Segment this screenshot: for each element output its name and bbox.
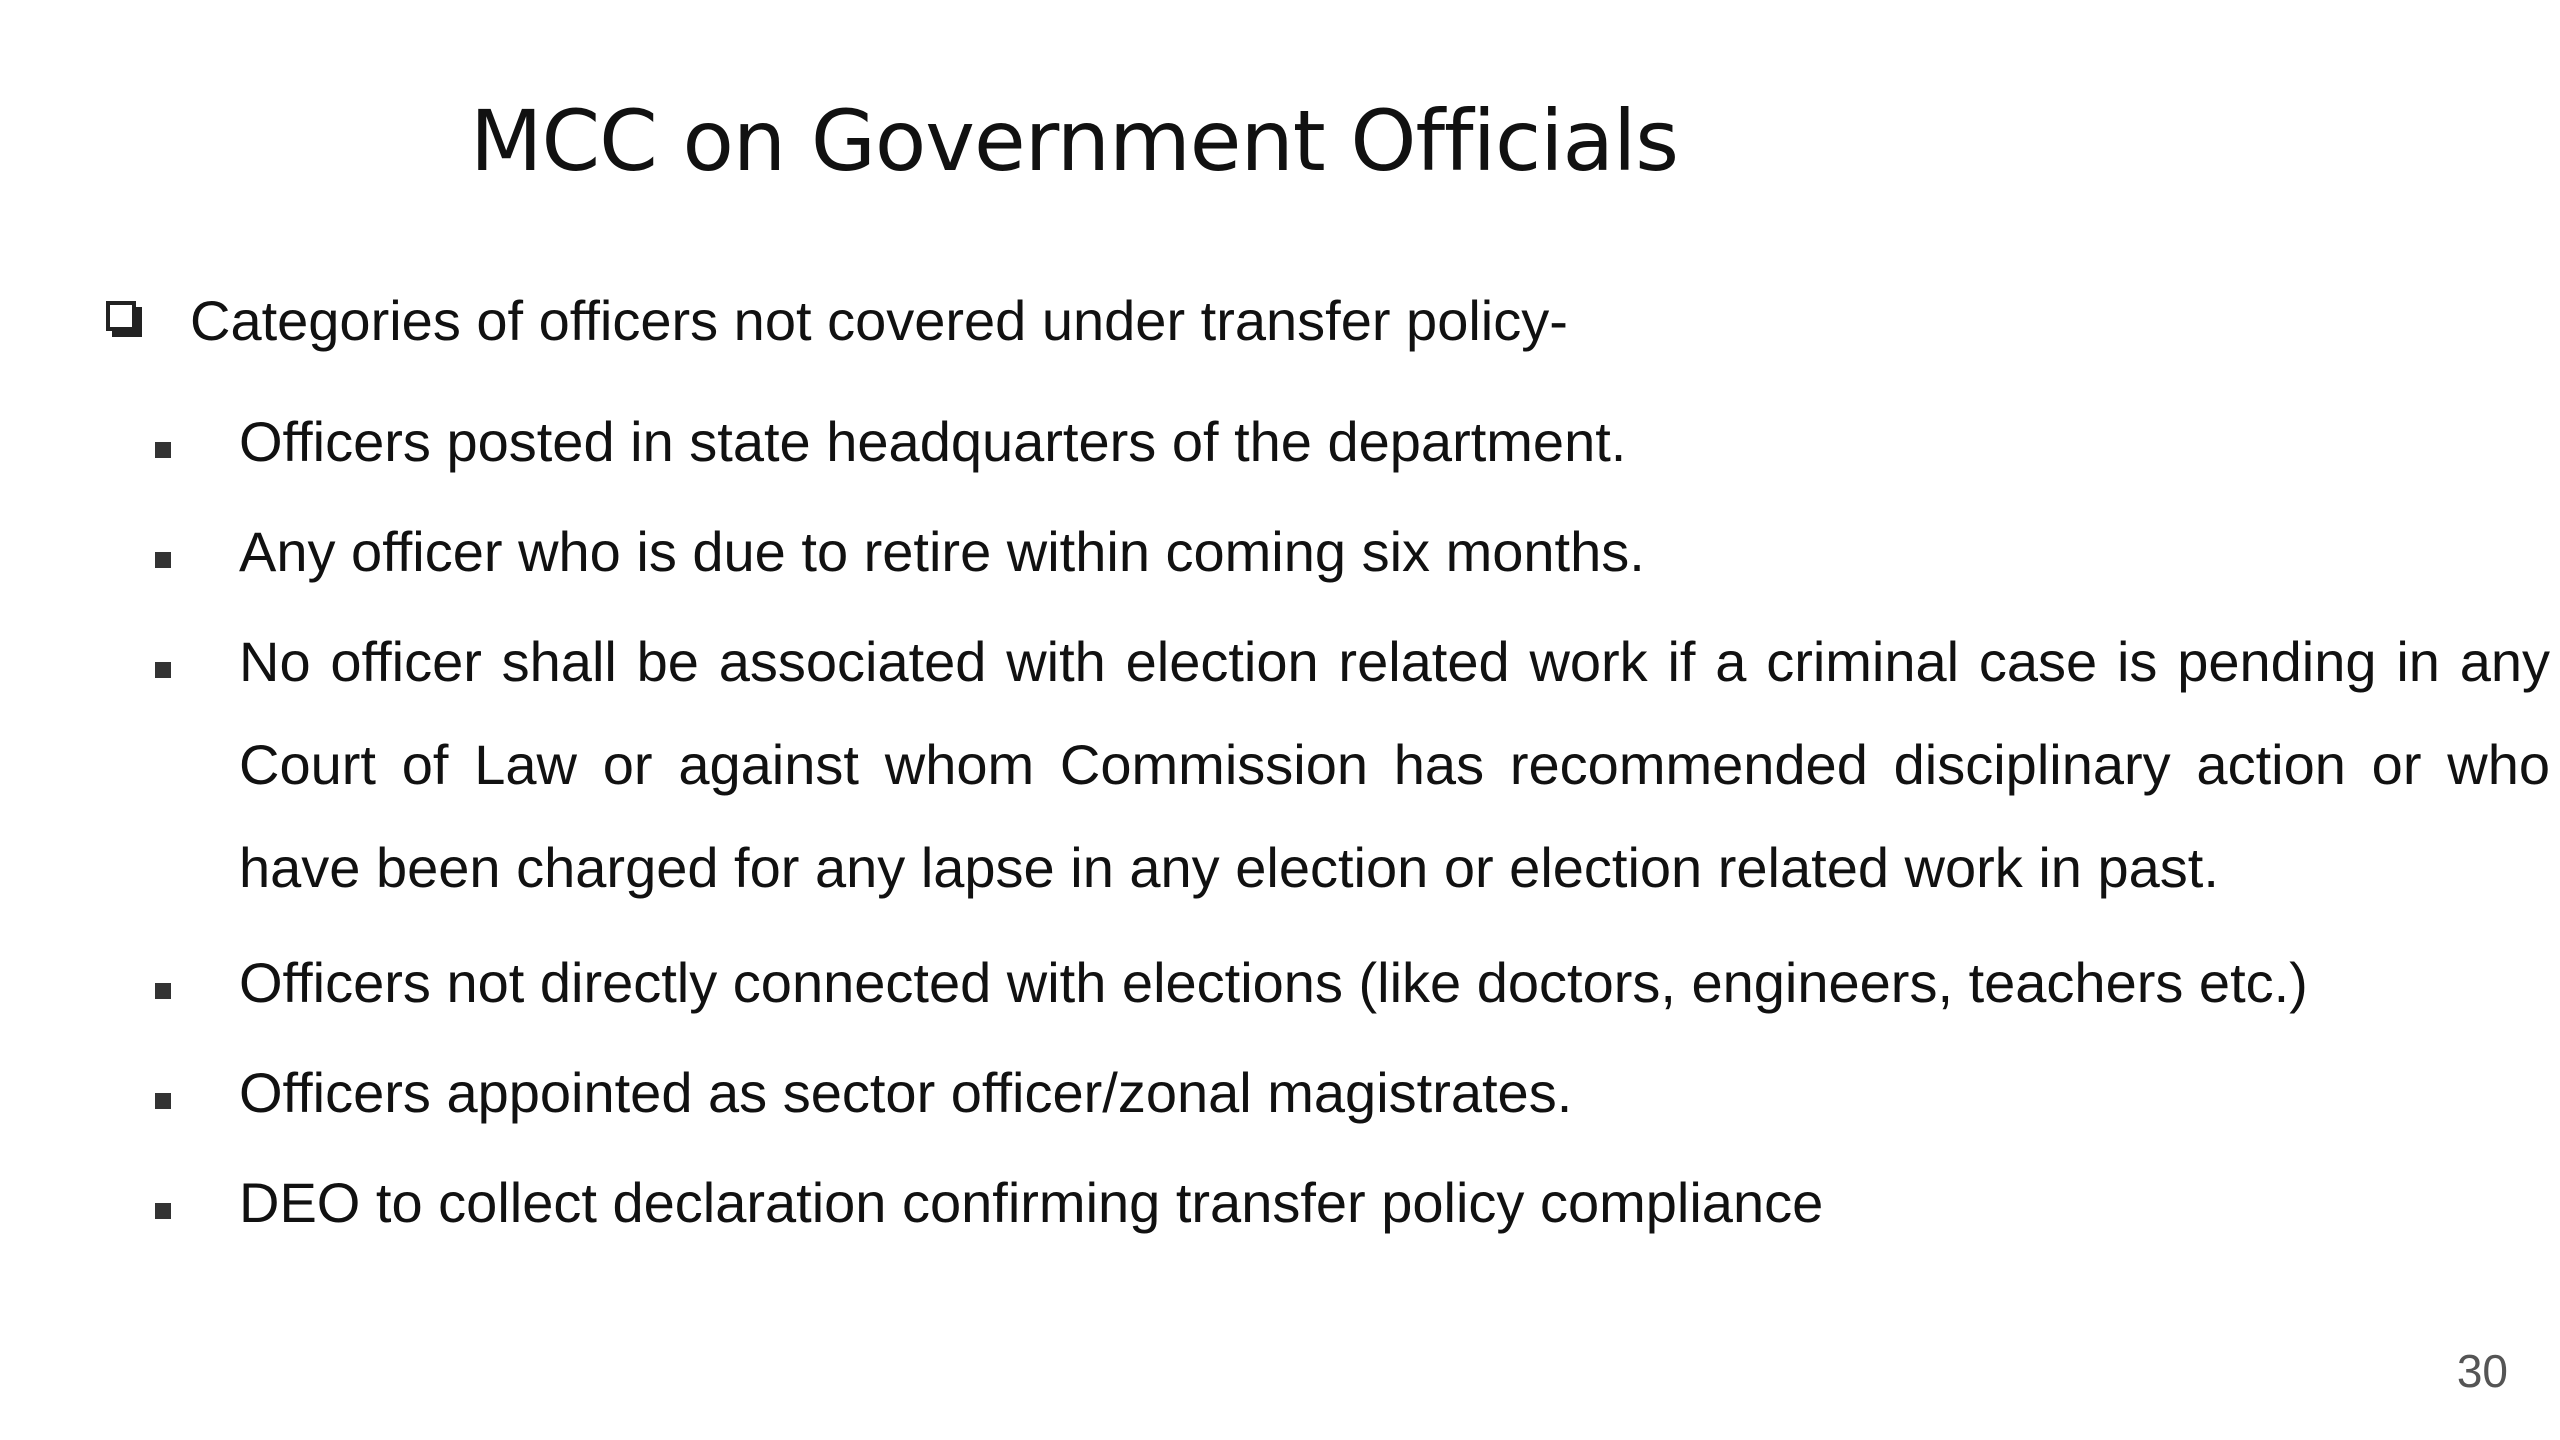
- slide-title: MCC on Government Officials: [470, 92, 1679, 190]
- bullet-text: Officers appointed as sector officer/zonal magistrates.: [239, 1061, 1573, 1124]
- square-bullet-icon: [155, 662, 171, 678]
- list-item: [155, 630, 2550, 919]
- bullet-text: DEO to collect declaration confirming transfer policy compliance: [239, 1171, 1824, 1234]
- bullet-text: Officers not directly connected with elections (like doctors, engineers, teachers etc.): [239, 951, 2308, 1014]
- list-item: [155, 410, 2550, 488]
- bullet-text: Officers posted in state headquarters of the department.: [239, 410, 1627, 473]
- square-bullet-icon: [155, 1093, 171, 1109]
- bullet-text: Any officer who is due to retire within coming six months.: [239, 520, 1645, 583]
- section-heading-text: Categories of officers not covered under transfer policy-: [190, 289, 1568, 352]
- list-item: [155, 1061, 2550, 1139]
- square-bullet-icon: [155, 1203, 171, 1219]
- list-item: [155, 520, 2550, 598]
- square-bullet-icon: [155, 442, 171, 458]
- section-heading: [100, 288, 1568, 353]
- page-number: 30: [2456, 1345, 2508, 1397]
- bullet-text: No officer shall be associated with election related work if a criminal case is pending in any Court of Law or against whom Commission has recommended disciplinary action or who have been charged for any lapse in any election or election related work in past.: [239, 630, 2550, 899]
- square-bullet-icon: [155, 552, 171, 568]
- bullet-list: [155, 410, 2550, 1281]
- square-bullet-icon: [155, 983, 171, 999]
- list-item: [155, 951, 2550, 1029]
- list-item: [155, 1171, 2550, 1249]
- checkbox-icon: [100, 301, 140, 341]
